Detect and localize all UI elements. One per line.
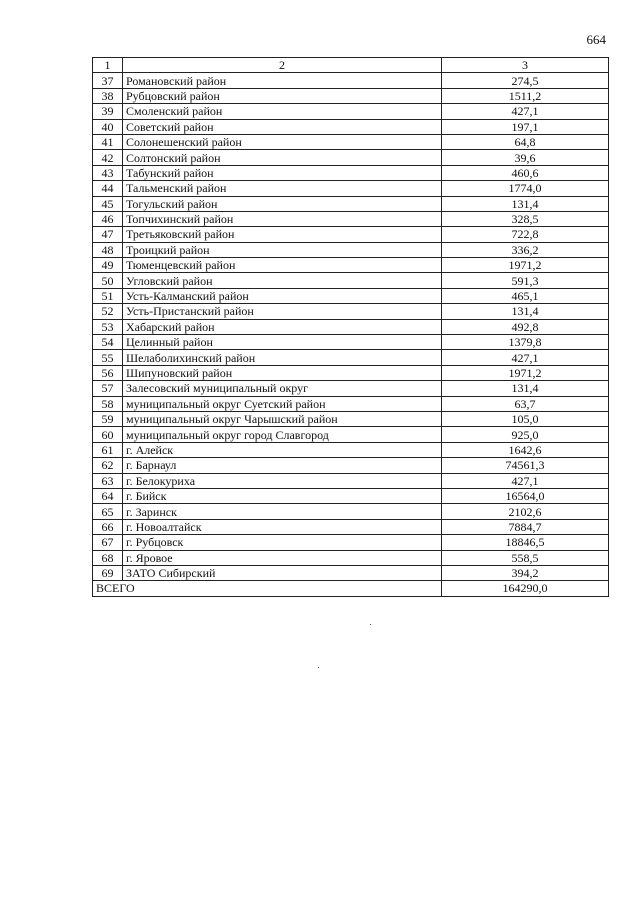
row-number: 57 [93,381,123,396]
row-name: Смоленский район [123,104,442,119]
table-row [93,119,609,134]
row-number: 55 [93,350,123,365]
total-label: ВСЕГО [93,581,442,596]
row-number: 63 [93,473,123,488]
row-name: г. Алейск [123,442,442,457]
page-number: 664 [586,32,606,47]
row-value: 1511,2 [442,88,609,103]
row-name: ЗАТО Сибирский [123,565,442,580]
table-row [93,196,609,211]
row-value: 64,8 [442,134,609,149]
row-value: 2102,6 [442,504,609,519]
table-row [93,227,609,242]
table-row [93,242,609,257]
row-number: 49 [93,258,123,273]
row-number: 65 [93,504,123,519]
row-number: 40 [93,119,123,134]
table-row [93,550,609,565]
row-value: 131,4 [442,304,609,319]
row-value: 591,3 [442,273,609,288]
table-row [93,504,609,519]
row-name: муниципальный округ город Славгород [123,427,442,442]
row-number: 37 [93,73,123,88]
scan-speck [370,624,371,625]
row-number: 56 [93,365,123,380]
table-row [93,535,609,550]
row-name: Усть-Калманский район [123,288,442,303]
row-value: 460,6 [442,165,609,180]
row-value: 427,1 [442,473,609,488]
row-name: Троицкий район [123,242,442,257]
row-name: г. Рубцовск [123,535,442,550]
row-value: 336,2 [442,242,609,257]
row-number: 64 [93,488,123,503]
table-row [93,181,609,196]
row-name: г. Яровое [123,550,442,565]
row-number: 54 [93,335,123,350]
table-row [93,458,609,473]
row-number: 61 [93,442,123,457]
row-value: 1642,6 [442,442,609,457]
row-value: 1774,0 [442,181,609,196]
row-name: Шелаболихинский район [123,350,442,365]
row-number: 43 [93,165,123,180]
row-value: 105,0 [442,411,609,426]
row-value: 16564,0 [442,488,609,503]
table-row [93,211,609,226]
row-number: 68 [93,550,123,565]
row-name: Советский район [123,119,442,134]
row-name: Тогульский район [123,196,442,211]
data-table [92,57,609,597]
total-row [93,581,609,596]
row-number: 53 [93,319,123,334]
row-number: 60 [93,427,123,442]
table-row [93,473,609,488]
table-header-row [93,58,609,73]
row-value: 394,2 [442,565,609,580]
row-name: Шипуновский район [123,365,442,380]
row-name: Романовский район [123,73,442,88]
table-row [93,381,609,396]
row-value: 328,5 [442,211,609,226]
total-value: 164290,0 [442,581,609,596]
row-number: 44 [93,181,123,196]
row-name: Хабарский район [123,319,442,334]
table-row [93,104,609,119]
header-col-2: 2 [123,58,442,73]
row-value: 1379,8 [442,335,609,350]
header-col-1: 1 [93,58,123,73]
row-name: Усть-Пристанский район [123,304,442,319]
row-number: 41 [93,134,123,149]
header-col-3: 3 [442,58,609,73]
row-value: 18846,5 [442,535,609,550]
table-row [93,488,609,503]
row-name: г. Белокуриха [123,473,442,488]
row-value: 722,8 [442,227,609,242]
table-row [93,88,609,103]
row-name: Тюменцевский район [123,258,442,273]
row-number: 58 [93,396,123,411]
row-value: 39,6 [442,150,609,165]
row-name: Целинный район [123,335,442,350]
row-value: 1971,2 [442,365,609,380]
table-row [93,258,609,273]
row-value: 427,1 [442,350,609,365]
row-value: 131,4 [442,196,609,211]
table-row [93,519,609,534]
row-number: 45 [93,196,123,211]
table-row [93,319,609,334]
table-row [93,335,609,350]
row-name: муниципальный округ Суетский район [123,396,442,411]
table-body [93,58,609,597]
row-name: Тальменский район [123,181,442,196]
row-number: 46 [93,211,123,226]
row-name: г. Заринск [123,504,442,519]
row-number: 51 [93,288,123,303]
scan-speck [318,667,319,668]
row-value: 465,1 [442,288,609,303]
row-number: 62 [93,458,123,473]
row-value: 63,7 [442,396,609,411]
table-row [93,73,609,88]
table-row [93,288,609,303]
table-row [93,273,609,288]
row-number: 59 [93,411,123,426]
table-row [93,427,609,442]
row-name: г. Бийск [123,488,442,503]
table-row [93,411,609,426]
table-row [93,304,609,319]
row-number: 50 [93,273,123,288]
row-number: 48 [93,242,123,257]
row-number: 52 [93,304,123,319]
table-row [93,134,609,149]
row-number: 67 [93,535,123,550]
row-value: 197,1 [442,119,609,134]
row-name: Третьяковский район [123,227,442,242]
row-value: 925,0 [442,427,609,442]
table-row [93,442,609,457]
table-row [93,165,609,180]
row-number: 42 [93,150,123,165]
row-value: 74561,3 [442,458,609,473]
table-row [93,150,609,165]
row-value: 274,5 [442,73,609,88]
table-row [93,365,609,380]
row-number: 66 [93,519,123,534]
row-name: Рубцовский район [123,88,442,103]
row-name: Табунский район [123,165,442,180]
table-row [93,396,609,411]
row-number: 39 [93,104,123,119]
row-name: Солтонский район [123,150,442,165]
row-name: Залесовский муниципальный округ [123,381,442,396]
row-value: 7884,7 [442,519,609,534]
row-value: 131,4 [442,381,609,396]
row-name: Угловский район [123,273,442,288]
row-value: 558,5 [442,550,609,565]
row-name: Топчихинский район [123,211,442,226]
row-name: муниципальный округ Чарышский район [123,411,442,426]
table-row [93,350,609,365]
row-number: 38 [93,88,123,103]
row-value: 427,1 [442,104,609,119]
row-value: 1971,2 [442,258,609,273]
table-row [93,565,609,580]
row-name: Солонешенский район [123,134,442,149]
row-value: 492,8 [442,319,609,334]
row-number: 69 [93,565,123,580]
row-name: г. Новоалтайск [123,519,442,534]
row-name: г. Барнаул [123,458,442,473]
row-number: 47 [93,227,123,242]
